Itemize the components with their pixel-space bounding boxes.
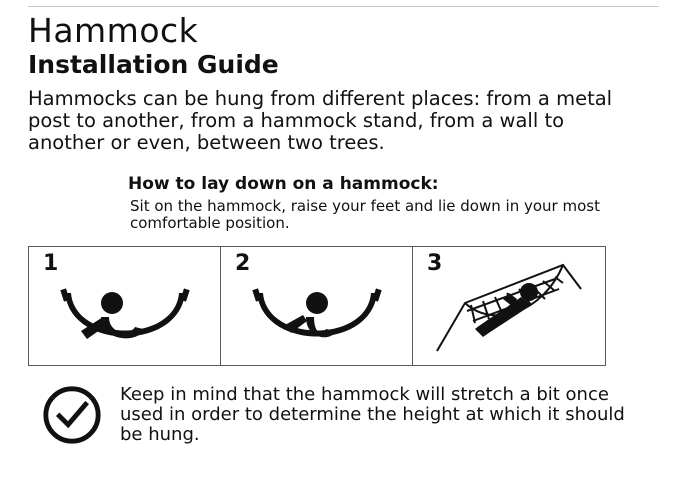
footer-note [28,384,645,446]
step-number: 2 [234,251,251,277]
check-circle-icon [28,384,116,446]
step-2 [221,247,413,365]
how-to-heading: How to lay down on a hammock: [128,173,439,194]
intro-paragraph: Hammocks can be hung from different places: from a metal post to another, from a hammock stand, from a wall to another or even, between two trees. [28,87,613,154]
steps-panel [28,246,606,366]
person-raising-feet-on-hammock-icon [221,259,412,363]
how-to-text: Sit on the hammock, raise your feet and lie down in your most comfortable position. [130,196,600,232]
step-number: 1 [43,251,59,277]
step-3 [413,247,605,365]
step-number: 3 [426,251,443,277]
footer-text: Keep in mind that the hammock will stretch a bit once used in order to determine the height at which it should be hung. [120,383,625,446]
person-lying-on-hammock-icon [413,259,605,363]
step-1 [29,247,221,365]
page-subtitle: Installation Guide [28,49,279,79]
how-to-section [28,174,645,233]
page-title: Hammock [28,11,199,50]
header-divider [28,6,659,7]
person-sitting-on-hammock-icon [29,259,220,363]
